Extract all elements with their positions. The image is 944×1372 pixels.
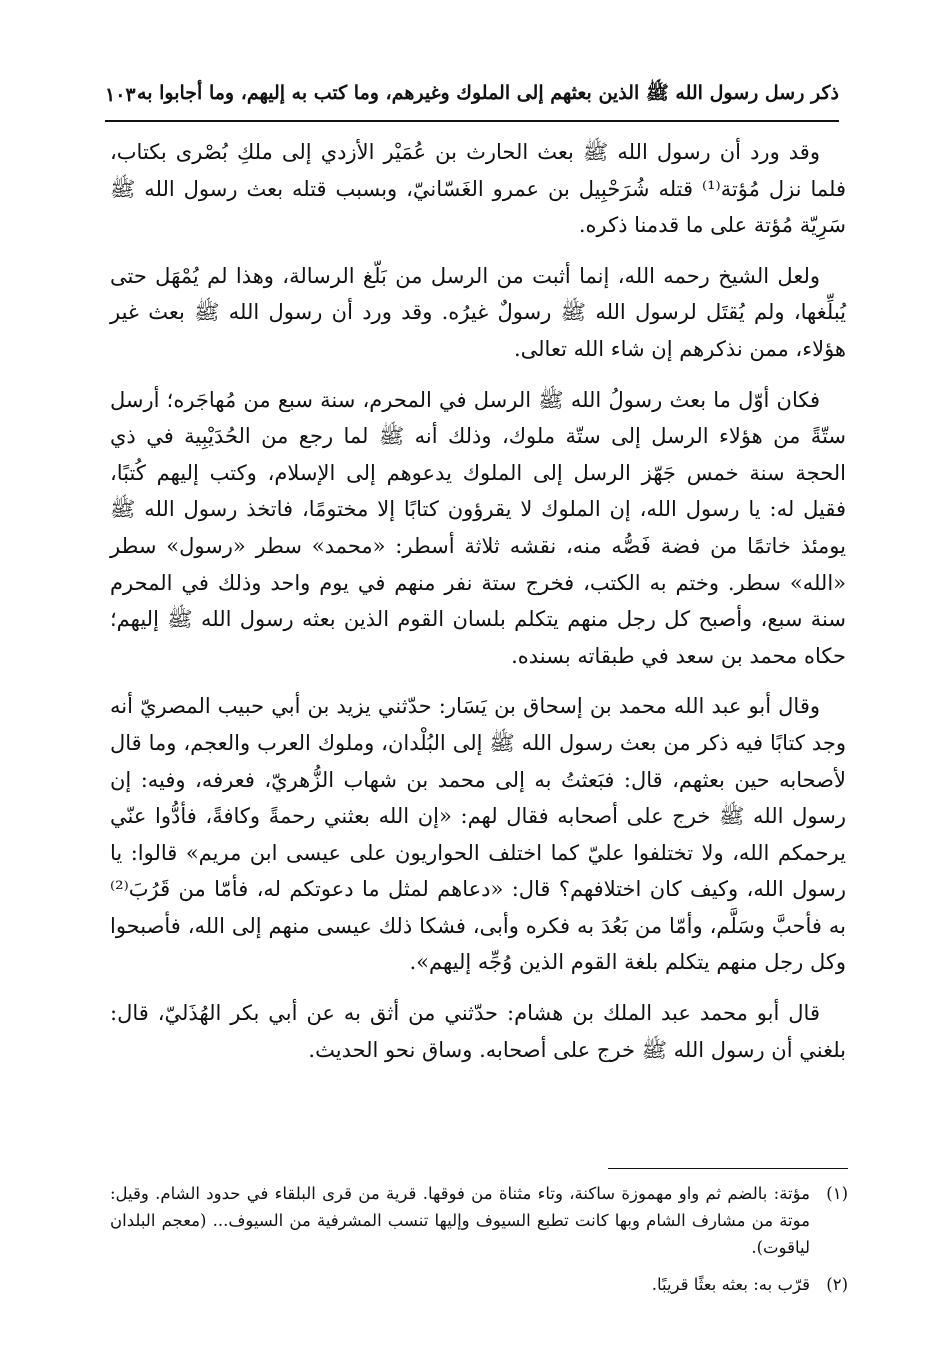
- running-header: [105, 78, 839, 112]
- main-text: [110, 134, 846, 1082]
- header-divider: [105, 120, 839, 122]
- footnote: [110, 1271, 848, 1298]
- footnote-number: (١): [826, 1184, 848, 1203]
- paragraph: وقد ورد أن رسول الله ﷺ بعث الحارث بن عُمَيْر الأزدي إلى ملكِ بُصْرى بكتاب، فلما نزل مُؤتة⁽¹⁾ قتله شُرَحْبِيل بن عمرو الغَسّانيّ، وبسبب قتله بعث رسول الله ﷺ سَرِيّة مُؤتة على ما قدمنا ذكره.: [110, 140, 846, 238]
- footnote-text: مؤتة: بالضم ثم واو مهموزة ساكنة، وتاء مثناة من فوقها. قرية من قرى البلقاء في حدود الشام. وقيل: موتة من مشارف الشام وبها كانت تطبع السيوف وإليها تنسب المشرفية من السيوف... (معجم البلدان لياقوت).: [110, 1184, 810, 1257]
- footnotes: [110, 1180, 848, 1304]
- paragraph: قال أبو محمد عبد الملك بن هشام: حدّثني من أثق به عن أبي بكر الهُذَليّ، قال: بلغني أن رسول الله ﷺ خرج على أصحابه. وساق نحو الحديث.: [110, 1001, 846, 1062]
- running-title: ذكر رسل رسول الله ﷺ الذين بعثهم إلى الملوك وغيرهم، وما كتب به إليهم، وما أجابوا به: [137, 82, 839, 104]
- paragraph: ولعل الشيخ رحمه الله، إنما أثبت من الرسل من بَلّغ الرسالة، وهذا لم يُمْهَل حتى يُبلِّغها، ولم يُقتَل لرسول الله ﷺ رسولٌ غيرُه. وقد ورد أن رسول الله ﷺ بعث غير هؤلاء، ممن نذكرهم إن شاء الله تعالى.: [110, 263, 846, 361]
- footnote-text: قرّب به: بعثه بعثًا قريبًا.: [651, 1275, 810, 1294]
- footnote-number: (٢): [826, 1275, 848, 1294]
- footnote: [110, 1180, 848, 1261]
- footnote-divider: [608, 1168, 848, 1169]
- page-number: ١٠٣: [105, 84, 136, 106]
- paragraph: وقال أبو عبد الله محمد بن إسحاق بن يَسَار: حدّثني يزيد بن أبي حبيب المصريّ أنه وجد كتابًا فيه ذكر من بعث رسول الله ﷺ إلى البُلْدان، وملوك العرب والعجم، وما قال لأصحابه حين بعثهم، قال: فبَعثتُ به إلى محمد بن شهاب الزُّهريّ، فعرفه، وفيه: إن رسول الله ﷺ خرج على أصحابه فقال لهم: «إن الله بعثني رحمةً وكافةً، فأدُّوا عنّي يرحمكم الله، ولا تختلفوا عليّ كما اختلف الحواريون على عيسى ابن مريم» قالوا: يا رسول الله، وكيف كان اختلافهم؟ قال: «دعاهم لمثل ما دعوتكم له، فأمّا من قَرُبَ⁽²⁾ به فأحبَّ وسَلَّم، وأمّا من بَعُدَ به فكره وأبى، فشكا ذلك عيسى منهم إلى الله، فأصبحوا وكل رجل منهم يتكلم بلغة القوم الذين وُجِّه إليهم».: [110, 694, 846, 975]
- paragraph: فكان أوّل ما بعث رسولُ الله ﷺ الرسل في المحرم، سنة سبع من مُهاجَره؛ أرسل ستّةً من هؤلاء الرسل إلى ستّة ملوك، وذلك أنه ﷺ لما رجع من الحُدَيْبِية في ذي الحجة سنة خمس جَهّز الرسل إلى الملوك يدعوهم إلى الإسلام، وكتب إليهم كُتبًا، فقيل له: يا رسول الله، إن الملوك لا يقرؤون كتابًا إلا مختومًا، فاتخذ رسول الله ﷺ يومئذ خاتمًا من فضة فَصُّه منه، نقشه ثلاثة أسطر: «محمد» سطر «رسول» سطر «الله» سطر. وختم به الكتب، فخرج ستة نفر منهم في يوم واحد وذلك في المحرم سنة سبع، وأصبح كل رجل منهم يتكلم بلسان القوم الذين بعثه رسول الله ﷺ إليهم؛ حكاه محمد بن سعد في طبقاته بسنده.: [110, 387, 846, 668]
